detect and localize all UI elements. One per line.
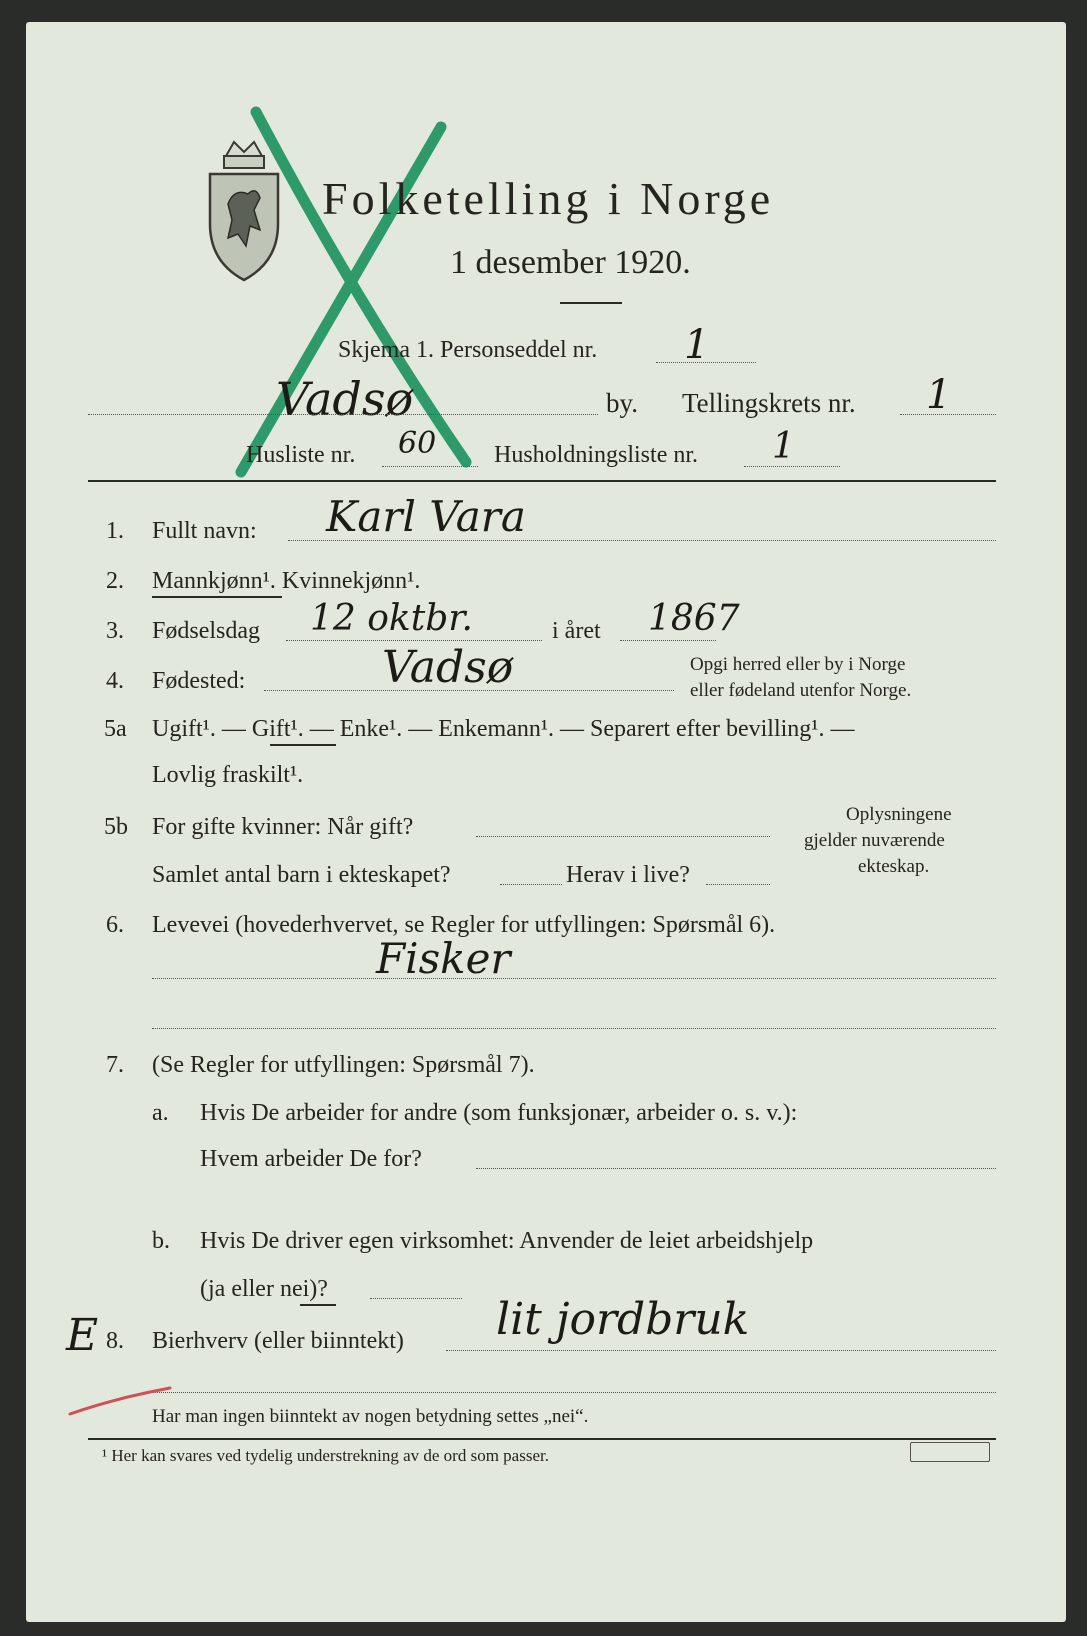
q2-underline — [152, 596, 282, 598]
q7b-line2: (ja eller nei)? — [200, 1276, 328, 1302]
q8-margin-mark: E — [66, 1310, 99, 1361]
q5b-note-line1: Oplysningene — [846, 804, 952, 825]
green-cross-mark — [216, 102, 486, 492]
q4-number: 4. — [106, 668, 124, 694]
q2-number: 2. — [106, 568, 124, 594]
q7b-line1: Hvis De driver egen virksomhet: Anvender de leiet arbeidshjelp — [200, 1228, 814, 1254]
q6-value: Fisker — [376, 934, 511, 983]
q6-line2 — [152, 1028, 996, 1029]
husliste-label: Husliste nr. — [246, 442, 356, 468]
q5b-alive-label: Herav i live? — [566, 862, 690, 888]
husholdningsliste-nr-value: 1 — [772, 426, 795, 467]
by-label: by. — [606, 388, 638, 418]
q4-note-line1: Opgi herred eller by i Norge — [690, 654, 906, 675]
q2-label: Mannkjønn¹. Kvinnekjønn¹. — [152, 568, 421, 594]
q7b-line — [370, 1298, 462, 1299]
q1-number: 1. — [106, 518, 124, 544]
husliste-nr-value: 60 — [398, 426, 437, 461]
q7b-letter: b. — [152, 1228, 170, 1254]
q6-number: 6. — [106, 912, 124, 938]
husholdningsliste-label: Husholdningsliste nr. — [494, 442, 699, 468]
q4-label: Fødested: — [152, 668, 246, 694]
q3-day-value: 12 oktbr. — [310, 598, 473, 639]
q8-label: Bierhverv (eller biinntekt) — [152, 1328, 404, 1354]
footnote-rule — [88, 1438, 996, 1440]
husliste-line — [382, 466, 478, 467]
census-form — [26, 22, 1066, 1622]
q5b-children-label: Samlet antal barn i ekteskapet? — [152, 862, 451, 888]
printer-stamp — [910, 1442, 990, 1462]
q6-line1 — [152, 978, 996, 979]
q7a-line1: Hvis De arbeider for andre (som funksjonær, arbeider o. s. v.): — [200, 1100, 798, 1126]
q4-note-line2: eller fødeland utenfor Norge. — [690, 680, 912, 701]
q5b-married-line — [476, 836, 770, 837]
q5a-gift-underline — [270, 744, 336, 746]
title-divider — [560, 302, 622, 304]
q3-year-label: i året — [552, 618, 601, 644]
q3-year-value: 1867 — [648, 598, 740, 639]
q5b-number: 5b — [104, 814, 128, 840]
q3-year-line — [620, 640, 716, 641]
q5a-number: 5a — [104, 716, 127, 742]
q5a-line2: Lovlig fraskilt¹. — [152, 762, 304, 788]
q5b-alive-line — [706, 884, 770, 885]
q3-label: Fødselsdag — [152, 618, 260, 644]
schema-label: Skjema 1. Personseddel nr. — [338, 337, 598, 363]
q3-number: 3. — [106, 618, 124, 644]
q6-label: Levevei (hovederhvervet, se Regler for utfyllingen: Spørsmål 6). — [152, 912, 776, 938]
tellingskrets-label: Tellingskrets nr. — [682, 388, 856, 418]
q1-value: Karl Vara — [326, 492, 526, 541]
q8-number: 8. — [106, 1328, 124, 1354]
q8-value: lit jordbruk — [496, 1294, 750, 1345]
q5b-line1: For gifte kvinner: Når gift? — [152, 814, 414, 840]
q5b-note-line3: ekteskap. — [858, 856, 930, 877]
bottom-note: Har man ingen biinntekt av nogen betydning settes „nei“. — [152, 1406, 589, 1427]
q5b-note-line2: gjelder nuværende — [804, 830, 945, 851]
header-rule — [88, 480, 996, 482]
footnote: ¹ Her kan svares ved tydelig understrekning av de ord som passer. — [102, 1446, 549, 1465]
form-title: Folketelling i Norge — [322, 173, 775, 224]
q7a-letter: a. — [152, 1100, 169, 1126]
q5a-line1: Ugift¹. — Gift¹. — Enke¹. — Enkemann¹. — Separert efter bevilling¹. — — [152, 716, 855, 742]
tellingskrets-nr-value: 1 — [926, 372, 952, 418]
q1-label: Fullt navn: — [152, 518, 257, 544]
q7b-nei-underline — [300, 1304, 336, 1306]
q7a-line2: Hvem arbeider De for? — [200, 1146, 422, 1172]
q7-label: (Se Regler for utfyllingen: Spørsmål 7). — [152, 1052, 535, 1078]
q8-line2 — [152, 1392, 996, 1393]
place-line — [88, 414, 598, 415]
personseddel-nr-value: 1 — [684, 322, 710, 368]
form-date: 1 desember 1920. — [450, 244, 691, 281]
q4-value: Vadsø — [382, 642, 514, 693]
q8-line — [446, 1350, 996, 1351]
q7-number: 7. — [106, 1052, 124, 1078]
place-value: Vadsø — [276, 372, 414, 426]
q7a-line — [476, 1168, 996, 1169]
q5b-children-line — [500, 884, 562, 885]
q3-day-line — [286, 640, 542, 641]
